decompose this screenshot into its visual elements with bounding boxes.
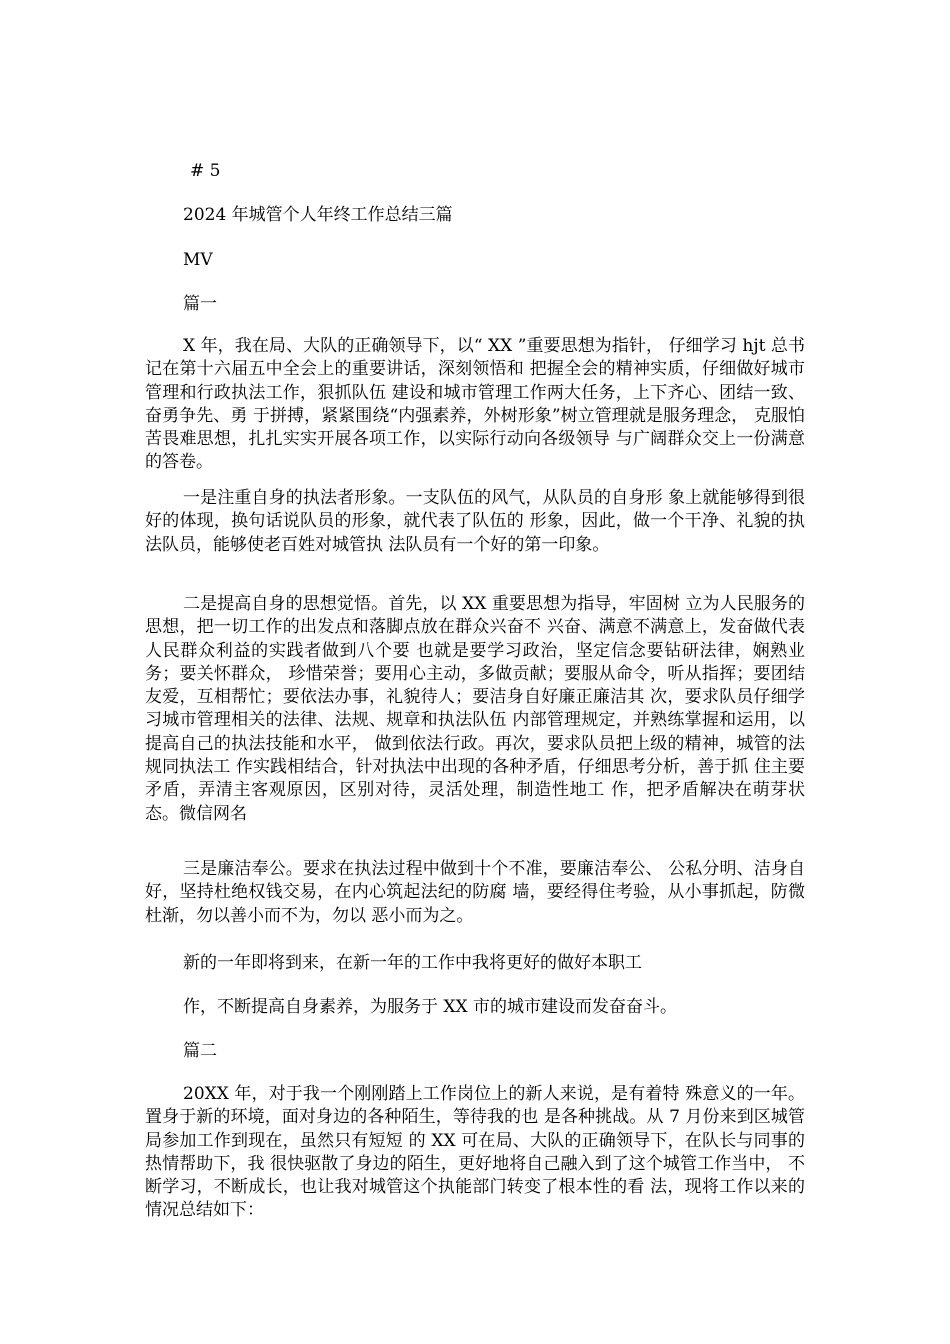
paragraph: 一是注重自身的执法者形象。一支队伍的风气，从队员的自身形 象上就能够得到很好的体现，换句话说队员的形象，就代表了队伍的 形象，因此，做一个干净、礼貌的执法队员，能够使老百姓对城管执 法队员有一个好的第一印象。 <box>145 488 805 555</box>
document-title: 2024 年城管个人年终工作总结三篇 <box>183 205 453 225</box>
mv-label: MV <box>183 250 213 270</box>
section-heading-1: 篇一 <box>183 294 217 314</box>
paragraph: 二是提高自身的思想觉悟。首先，以 XX 重要思想为指导，牢固树 立为人民服务的思想，把一切工作的出发点和落脚点放在群众兴奋不 兴奋、满意不满意上，发奋做代表人民群众利益的实践者做到八个要 也就是要学习政治，坚定信念要钻研法律，娴熟业务；要关怀群众， 珍惜荣誉；要用心主动，多做贡献；要服从命令，听从指挥；要团结 友爱，互相帮忙；要依法办事，礼貌待人；要洁身自好廉正廉洁其 次，要求队员仔细学习城市管理相关的法律、法规、规章和执法队伍 内部管理规定，并熟练掌握和运用，以提高自己的执法技能和水平， 做到依法行政。再次，要求队员把上级的精神，城管的法规同执法工 作实践相结合，针对执法中出现的各种矛盾，仔细思考分析，善于抓 住主要矛盾，弄清主客观原因，区别对待，灵活处理，制造性地工 作，把矛盾解决在萌芽状态。微信网名 <box>145 594 805 824</box>
paragraph-line: 新的一年即将到来，在新一年的工作中我将更好的做好本职工 <box>183 953 642 973</box>
paragraph: X 年，我在局、大队的正确领导下，以“ XX ”重要思想为指针， 仔细学习 hjt 总书记在第十六届五中全会上的重要讲话，深刻领悟和 把握全会的精神实质，仔细做好城市管理和行政执法工作，狠抓队伍 建设和城市管理工作两大任务，上下齐心、团结一致、奋勇争先、勇 于拼搏，紧紧围绕“内强素养，外树形象”树立管理就是服务理念， 克服怕苦畏难思想，扎扎实实开展各项工作，以实际行动向各级领导 与广阔群众交上一份满意的答卷。 <box>145 336 805 473</box>
section-heading-2: 篇二 <box>183 1041 217 1061</box>
page-marker: # 5 <box>190 161 221 181</box>
paragraph: 20XX 年，对于我一个刚刚踏上工作岗位上的新人来说，是有着特 殊意义的一年。置身于新的环境，面对身边的各种陌生，等待我的也 是各种挑战。从 7 月份来到区城管局参加工作到现在，虽然只有短短 的 XX 可在局、大队的正确领导下，在队长与同事的热情帮助下，我 很快驱散了身边的陌生，更好地将自己融入到了这个城管工作当中， 不断学习，不断成长，也让我对城管这个执能部门转变了根本性的看 法，现将工作以来的情况总结如下： <box>145 1084 805 1221</box>
paragraph-line: 作，不断提高自身素养，为服务于 XX 市的城市建设而发奋奋斗。 <box>183 997 678 1017</box>
paragraph: 三是廉洁奉公。要求在执法过程中做到十个不准，要廉洁奉公、 公私分明、洁身自好，坚持杜绝权钱交易，在内心筑起法纪的防腐 墙，要经得住考验，从小事抓起，防微杜渐，勿以善小而不为，勿以 恶小而为之。 <box>145 859 805 926</box>
